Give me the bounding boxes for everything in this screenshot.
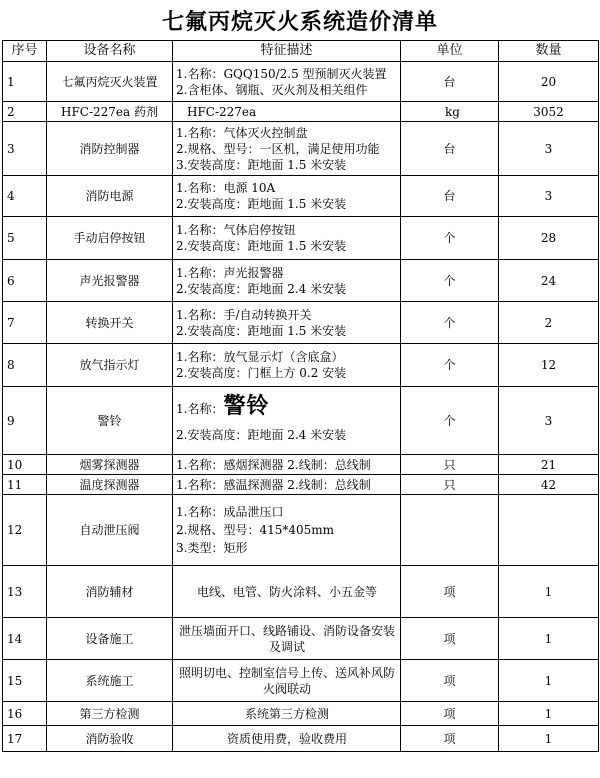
row-name: 第三方检测: [47, 702, 173, 726]
row-unit: 台: [401, 62, 499, 102]
header-unit: 单位: [401, 41, 499, 62]
row-qty: 3: [499, 387, 599, 455]
row-feature: [173, 387, 401, 455]
feature-line: 1.名称：气体启停按钮: [176, 223, 296, 237]
row-index: 3: [3, 122, 47, 176]
row-index: 8: [3, 344, 47, 387]
row-name: 警铃: [47, 387, 173, 455]
feature-line: HFC-227ea: [187, 104, 257, 119]
table-row: [3, 618, 599, 660]
feature-line: 1.名称：气体灭火控制盘: [176, 125, 308, 140]
row-index: 4: [3, 176, 47, 217]
row-unit: 个: [401, 217, 499, 260]
row-name: HFC-227ea 药剂: [47, 102, 173, 122]
row-feature: [173, 344, 401, 387]
feature-line: 1.名称：放气显示灯（含底盒）: [176, 350, 344, 364]
table-row: [3, 302, 599, 344]
row-qty: 1: [499, 660, 599, 702]
feature-line: 2.安装高度：距地面 1.5 米安装: [176, 323, 347, 338]
row-unit: 项: [401, 566, 499, 618]
feature-line: 1.名称：手/自动转换开关: [176, 307, 312, 322]
row-index: 2: [3, 102, 47, 122]
row-name: 自动泄压阀: [47, 495, 173, 566]
row-feature: [173, 217, 401, 260]
row-qty: 1: [499, 702, 599, 726]
feature-line: 1.名称：电源 10A: [176, 181, 276, 195]
feature-line: 2.安装高度：距地面 2.4 米安装: [176, 281, 347, 296]
row-name: 手动启停按钮: [47, 217, 173, 260]
feature-big-text: 警铃: [223, 393, 270, 419]
feature-line: 1.名称：GQQ150/2.5 型预制灭火装置: [176, 66, 387, 81]
row-feature: [173, 660, 401, 702]
row-index: 1: [3, 62, 47, 102]
row-qty: 20: [499, 62, 599, 102]
row-qty: 1: [499, 726, 599, 752]
table-row: [3, 176, 599, 217]
table-row: [3, 455, 599, 475]
feature-line: 2.规格、型号：一区机，满足使用功能: [176, 141, 380, 156]
row-name: 消防电源: [47, 176, 173, 217]
feature-line: 3.安装高度：距地面 1.5 米安装: [176, 157, 347, 172]
row-unit: 个: [401, 344, 499, 387]
row-feature: [173, 102, 401, 122]
header-index: 序号: [3, 41, 47, 62]
row-name: 消防控制器: [47, 122, 173, 176]
row-qty: 1: [499, 566, 599, 618]
row-index: 7: [3, 302, 47, 344]
table-row: [3, 566, 599, 618]
row-unit: [401, 495, 499, 566]
table-row: [3, 122, 599, 176]
feature-prefix: 1.名称：: [176, 402, 224, 416]
row-index: 6: [3, 260, 47, 302]
table-row: [3, 217, 599, 260]
row-unit: 个: [401, 260, 499, 302]
feature-line: 2.安装高度：距地面 1.5 米安装: [176, 239, 347, 253]
row-qty: 3: [499, 176, 599, 217]
row-feature: [173, 618, 401, 660]
row-name: 转换开关: [47, 302, 173, 344]
row-unit: 个: [401, 387, 499, 455]
row-unit: 台: [401, 122, 499, 176]
feature-line: 1.名称：成品泄压口: [176, 505, 284, 519]
feature-line: 2.安装高度：距地面 2.4 米安装: [176, 428, 347, 442]
row-name: 七氟丙烷灭火装置: [47, 62, 173, 102]
table-row: [3, 495, 599, 566]
feature-line: 3.类型：矩形: [176, 541, 248, 555]
row-index: 9: [3, 387, 47, 455]
feature-line: 2.规格、型号：415*405mm: [176, 523, 335, 537]
table-row: [3, 660, 599, 702]
row-index: 14: [3, 618, 47, 660]
feature-line: 1.名称：感温探测器 2.线制：总线制: [176, 477, 371, 492]
feature-line: 资质使用费，验收费用: [226, 731, 347, 746]
row-feature: [173, 176, 401, 217]
row-qty: 2: [499, 302, 599, 344]
feature-line: 2.含柜体、钢瓶、灭火剂及相关组件: [176, 82, 368, 97]
cost-table: [2, 40, 599, 752]
row-name: 消防验收: [47, 726, 173, 752]
row-name: 声光报警器: [47, 260, 173, 302]
table-row: [3, 102, 599, 122]
row-index: 11: [3, 475, 47, 495]
row-name: 放气指示灯: [47, 344, 173, 387]
row-name: 烟雾探测器: [47, 455, 173, 475]
row-feature: [173, 302, 401, 344]
row-feature: [173, 495, 401, 566]
table-row: [3, 475, 599, 495]
table-row: [3, 726, 599, 752]
row-qty: 21: [499, 455, 599, 475]
feature-line: 照明切电、控制室信号上传、送风补风防火阀联动: [178, 665, 395, 696]
header-feature: 特征描述: [173, 41, 401, 62]
row-unit: 项: [401, 702, 499, 726]
row-qty: 42: [499, 475, 599, 495]
table-row: [3, 62, 599, 102]
row-feature: [173, 260, 401, 302]
row-name: 消防辅材: [47, 566, 173, 618]
row-feature: [173, 702, 401, 726]
row-feature: [173, 475, 401, 495]
row-unit: 个: [401, 302, 499, 344]
feature-line: 2.安装高度：距地面 1.5 米安装: [176, 197, 347, 211]
table-row: [3, 260, 599, 302]
row-unit: 只: [401, 455, 499, 475]
row-index: 12: [3, 495, 47, 566]
row-feature: [173, 726, 401, 752]
table-header-row: [3, 41, 599, 62]
document-title: 七氟丙烷灭火系统造价清单: [161, 8, 438, 35]
row-unit: kg: [401, 102, 499, 122]
feature-line: 2.安装高度：门框上方 0.2 安装: [176, 366, 347, 380]
row-index: 5: [3, 217, 47, 260]
row-qty: 3052: [499, 102, 599, 122]
table-row: [3, 344, 599, 387]
row-name: 温度探测器: [47, 475, 173, 495]
row-unit: 台: [401, 176, 499, 217]
row-feature: [173, 455, 401, 475]
row-name: 设备施工: [47, 618, 173, 660]
row-qty: 1: [499, 618, 599, 660]
row-qty: 28: [499, 217, 599, 260]
row-feature: [173, 62, 401, 102]
row-index: 15: [3, 660, 47, 702]
header-name: 设备名称: [47, 41, 173, 62]
row-unit: 项: [401, 726, 499, 752]
row-qty: 24: [499, 260, 599, 302]
row-unit: 项: [401, 618, 499, 660]
table-row: [3, 387, 599, 455]
row-index: 10: [3, 455, 47, 475]
row-index: 13: [3, 566, 47, 618]
feature-line: 1.名称：声光报警器: [176, 265, 284, 280]
feature-line: [176, 393, 398, 419]
row-unit: 只: [401, 475, 499, 495]
feature-line: 泄压墙面开口、线路铺设、消防设备安装及调试: [178, 623, 395, 654]
row-feature: [173, 122, 401, 176]
row-unit: 项: [401, 660, 499, 702]
row-qty: 12: [499, 344, 599, 387]
row-index: 17: [3, 726, 47, 752]
row-feature: [173, 566, 401, 618]
row-qty: [499, 495, 599, 566]
header-qty: 数量: [499, 41, 599, 62]
row-name: 系统施工: [47, 660, 173, 702]
feature-line: 1.名称：感烟探测器 2.线制：总线制: [176, 457, 371, 472]
row-index: 16: [3, 702, 47, 726]
feature-line: 系统第三方检测: [244, 706, 329, 721]
table-row: [3, 702, 599, 726]
feature-line: 电线、电管、防火涂料、小五金等: [196, 584, 377, 599]
row-qty: 3: [499, 122, 599, 176]
